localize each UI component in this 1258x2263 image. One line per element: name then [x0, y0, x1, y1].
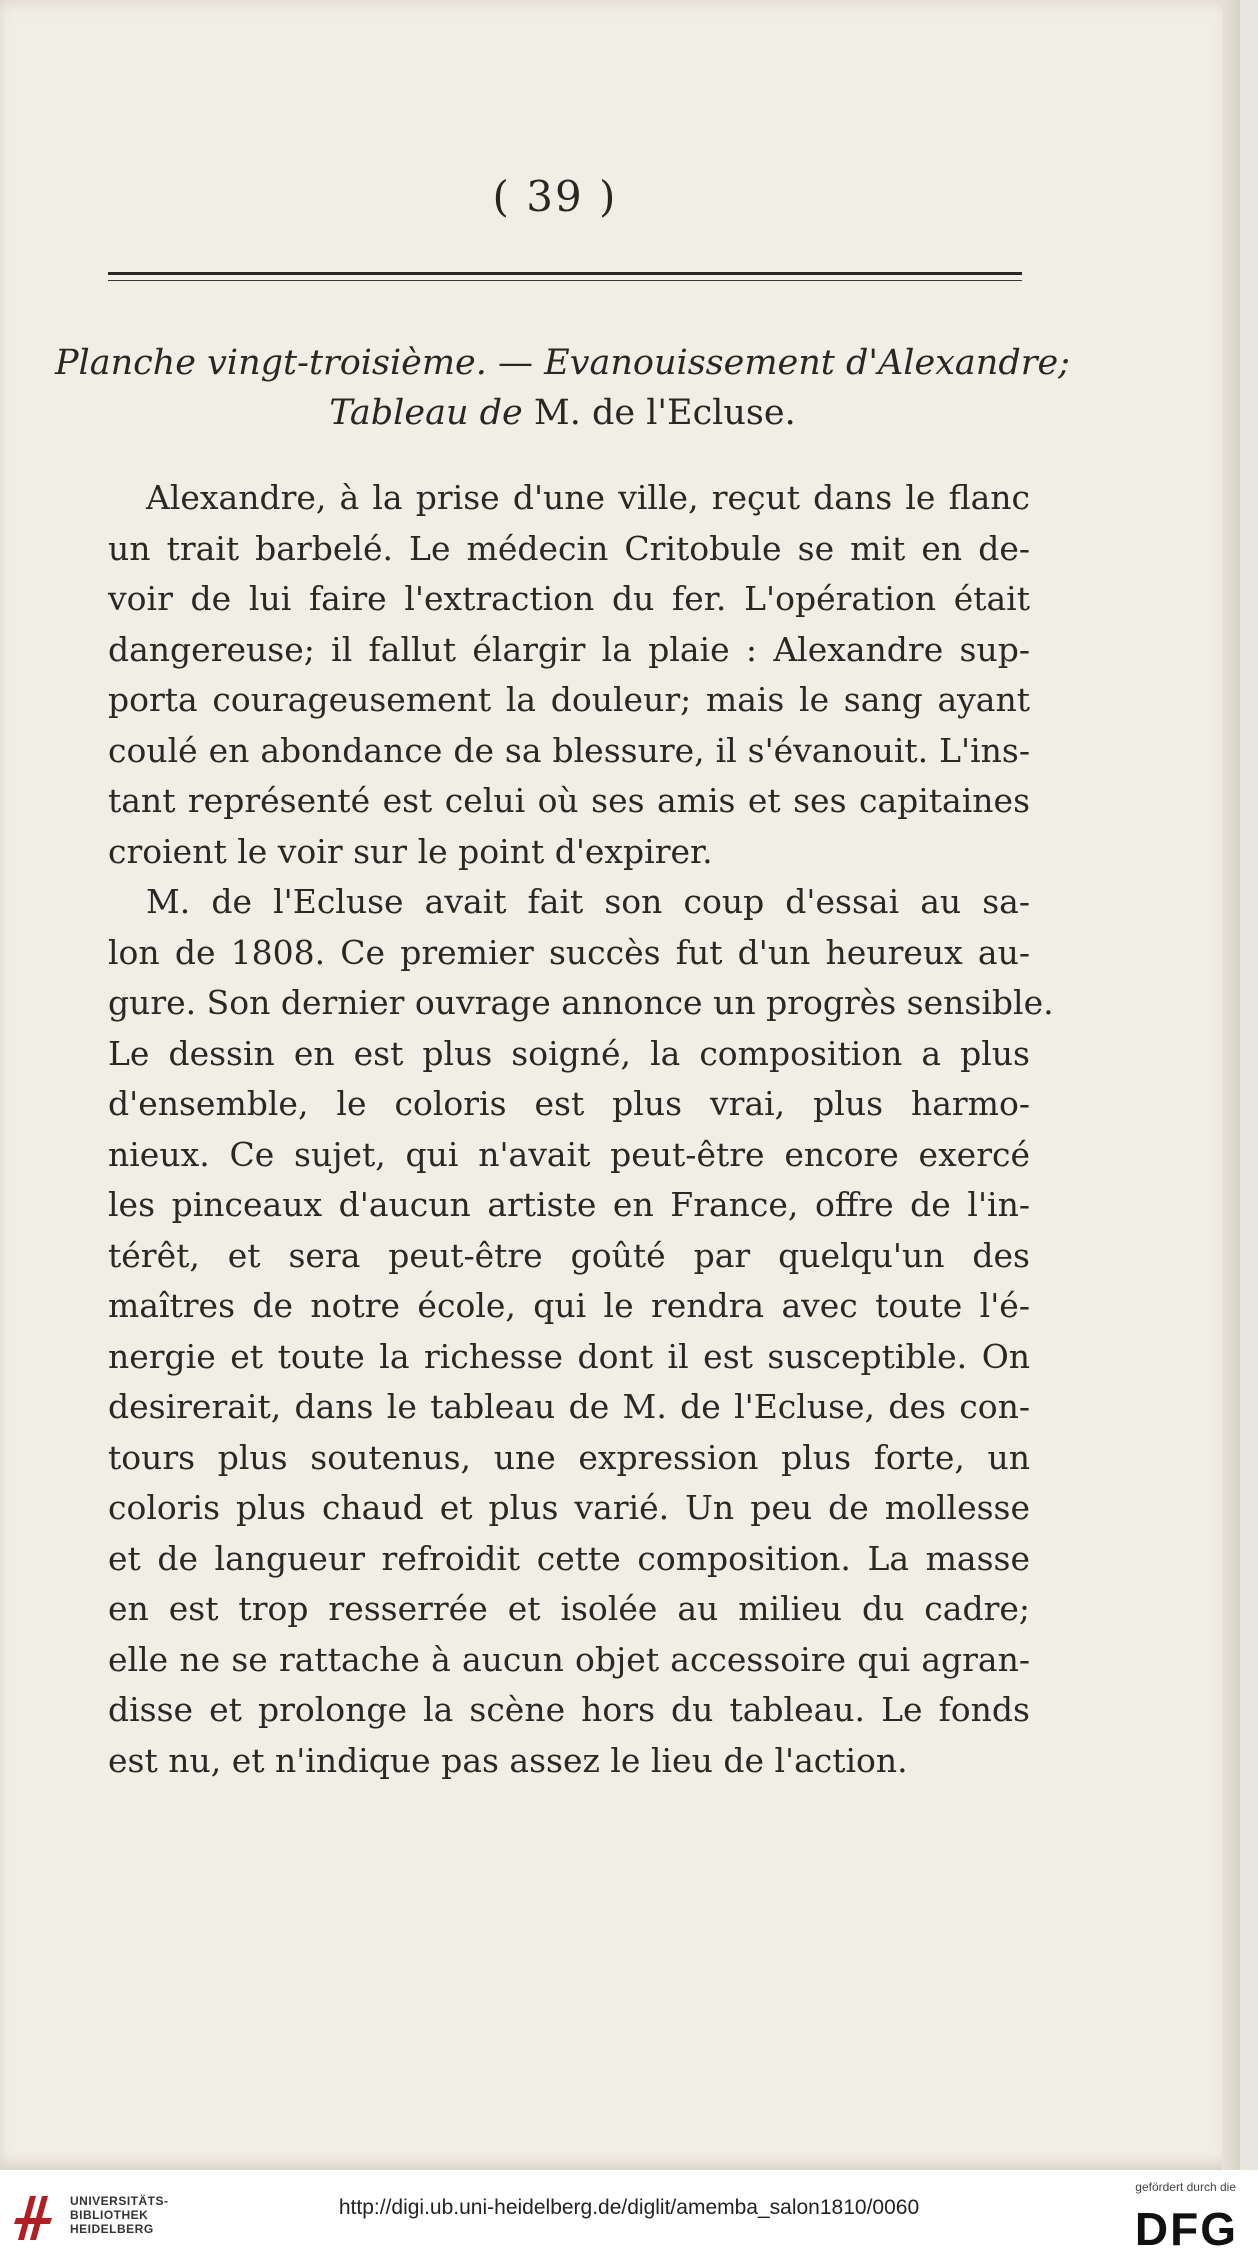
paragraph-2-line: coloris plus chaud et plus varié. Un peu de mollesse [108, 1488, 1030, 1527]
painter-title: M. [522, 393, 581, 433]
paragraph-2-line: gure. Son dernier ouvrage annonce un progrès sensible. [108, 983, 1054, 1022]
paragraph-1-line: un trait barbelé. Le médecin Critobule se mit en de- [108, 528, 1030, 568]
paragraph-2-line: Le dessin en est plus soigné, la composition a plus [108, 1033, 1030, 1073]
library-name-line: UNIVERSITÄTS- [70, 2194, 169, 2208]
paragraph-2-line: térêt, et sera peut-être goûté par quelqu'un des [108, 1235, 1030, 1275]
header-rule-thick [108, 272, 1022, 275]
plate-number: Planche vingt-troisième. [55, 343, 487, 383]
paragraph-2-line: maîtres de notre école, qui le rendra avec toute l'é- [108, 1286, 1030, 1325]
paragraph-2-line: nieux. Ce sujet, qui n'avait peut-être encore exercé [108, 1134, 1030, 1174]
permalink-url[interactable]: http://digi.ub.uni-heidelberg.de/diglit/amemba_salon1810/0060 [338, 2196, 920, 2219]
library-name-line: BIBLIOTHEK [70, 2208, 149, 2222]
paragraph-2-line: et de langueur refroidit cette composition. La masse [108, 1538, 1030, 1578]
paragraph-2-line: desirerait, dans le tableau de M. de l'Ecluse, des con- [108, 1387, 1030, 1426]
plate-heading [0, 338, 1125, 388]
paragraph-1-line: dangereuse; il fallut élargir la plaie : Alexandre sup- [108, 629, 1030, 669]
plate-title: Evanouissement d'Alexandre; [544, 343, 1070, 383]
paragraph-2-line: tours plus soutenus, une expression plus forte, un [108, 1437, 1030, 1477]
paragraph-2-line: est nu, et n'indique pas assez le lieu de l'action. [108, 1740, 908, 1780]
page-number: ( 39 ) [492, 172, 618, 221]
paragraph-2-line: les pinceaux d'aucun artiste en France, offre de l'in- [108, 1185, 1030, 1224]
paragraph-2-line: elle ne se rattache à aucun objet accessoire qui agran- [108, 1639, 1030, 1679]
paragraph-1-line: coulé en abondance de sa blessure, il s'évanouit. L'ins- [108, 730, 1030, 770]
painter-name: de l'Ecluse. [580, 393, 796, 433]
viewer-footer [0, 2170, 1258, 2263]
painting-attribution [0, 388, 1125, 438]
page-edge [1222, 0, 1240, 2170]
library-name-line: HEIDELBERG [70, 2222, 154, 2236]
paragraph-1-line: croient le voir sur le point d'expirer. [108, 831, 713, 871]
dfg-logo: DFG [1134, 2203, 1238, 2255]
funding-note: gefördert durch die [1135, 2180, 1236, 2194]
tableau-prefix: Tableau de [329, 393, 523, 433]
paragraph-2-line: disse et prolonge la scène hors du tableau. Le fonds [108, 1690, 1030, 1729]
body-text [108, 473, 1054, 1786]
paragraph-2-line: en est trop resserrée et isolée au milieu du cadre; [108, 1589, 1030, 1628]
paragraph-1-line: tant représenté est celui où ses amis et ses capitaines [108, 781, 1030, 820]
paragraph-2-line: lon de 1808. Ce premier succès fut d'un heureux au- [108, 932, 1030, 972]
paragraph-2-line: d'ensemble, le coloris est plus vrai, plus harmo- [108, 1084, 1030, 1123]
heading-dash: — [486, 343, 545, 383]
paragraph-1-line: porta courageusement la douleur; mais le sang ayant [108, 680, 1030, 719]
paragraph-1-line: Alexandre, à la prise d'une ville, reçut dans le flanc [146, 478, 1030, 517]
header-rule-thin [108, 280, 1022, 281]
paragraph-2-line: M. de l'Ecluse avait fait son coup d'essai au sa- [146, 882, 1030, 921]
paragraph-1-line: voir de lui faire l'extraction du fer. L'opération était [108, 579, 1030, 618]
paragraph-2-line: nergie et toute la richesse dont il est susceptible. On [108, 1336, 1030, 1376]
